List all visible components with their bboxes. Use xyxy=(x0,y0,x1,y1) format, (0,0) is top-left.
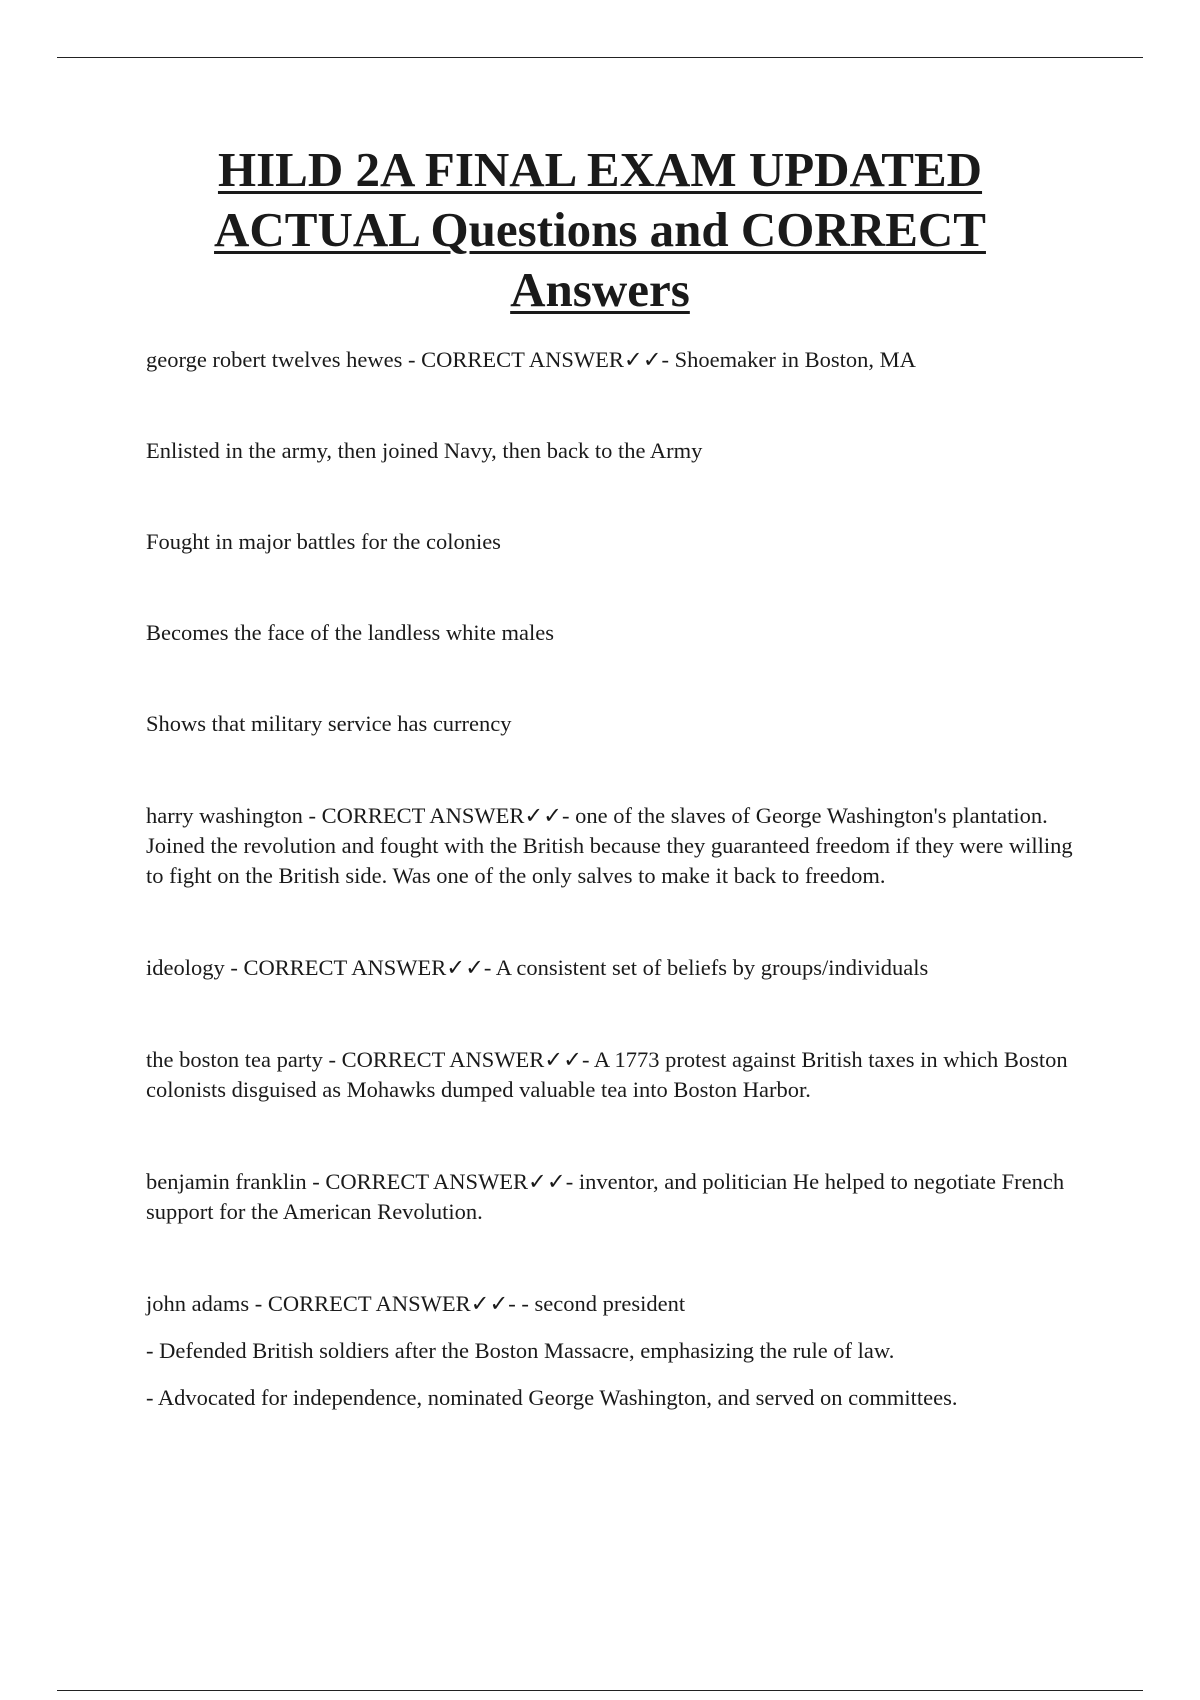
qa-hewes-detail-4: Shows that military service has currency xyxy=(146,711,512,736)
qa-benjamin-franklin: benjamin franklin - CORRECT ANSWER✓✓- inventor, and politician He helped to negotiate French support for the American Revolution. xyxy=(146,1169,1065,1224)
qa-hewes-detail-1: Enlisted in the army, then joined Navy, then back to the Army xyxy=(146,438,703,463)
title-line-1: HILD 2A FINAL EXAM UPDATED xyxy=(217,142,983,197)
qa-john-adams-detail-2: - Advocated for independence, nominated George Washington, and served on committees. xyxy=(146,1385,958,1410)
qa-ideology: ideology - CORRECT ANSWER✓✓- A consistent set of beliefs by groups/individuals xyxy=(146,955,929,980)
title-line-2: ACTUAL Questions and CORRECT xyxy=(214,202,986,257)
qa-harry-washington: harry washington - CORRECT ANSWER✓✓- one of the slaves of George Washington's plantation. Joined the revolution and fought with the British because they guaranteed freedom if they were willing to fight on the British side. Was one of the only salves to make it back to freedom. xyxy=(146,803,1073,888)
qa-hewes: george robert twelves hewes - CORRECT ANSWER✓✓- Shoemaker in Boston, MA xyxy=(146,347,916,372)
title-line-3: Answers xyxy=(510,262,690,317)
top-rule xyxy=(57,57,1143,58)
qa-john-adams: john adams - CORRECT ANSWER✓✓- - second president xyxy=(146,1291,686,1316)
qa-hewes-detail-2: Fought in major battles for the colonies xyxy=(146,529,501,554)
bottom-rule xyxy=(57,1690,1143,1691)
qa-boston-tea-party: the boston tea party - CORRECT ANSWER✓✓- A 1773 protest against British taxes in which Boston colonists disguised as Mohawks dumped valuable tea into Boston Harbor. xyxy=(146,1047,1068,1102)
qa-hewes-detail-3: Becomes the face of the landless white males xyxy=(146,620,554,645)
document-title xyxy=(100,140,1100,320)
document-body xyxy=(146,345,1076,1413)
qa-john-adams-detail-1: - Defended British soldiers after the Boston Massacre, emphasizing the rule of law. xyxy=(146,1338,895,1363)
